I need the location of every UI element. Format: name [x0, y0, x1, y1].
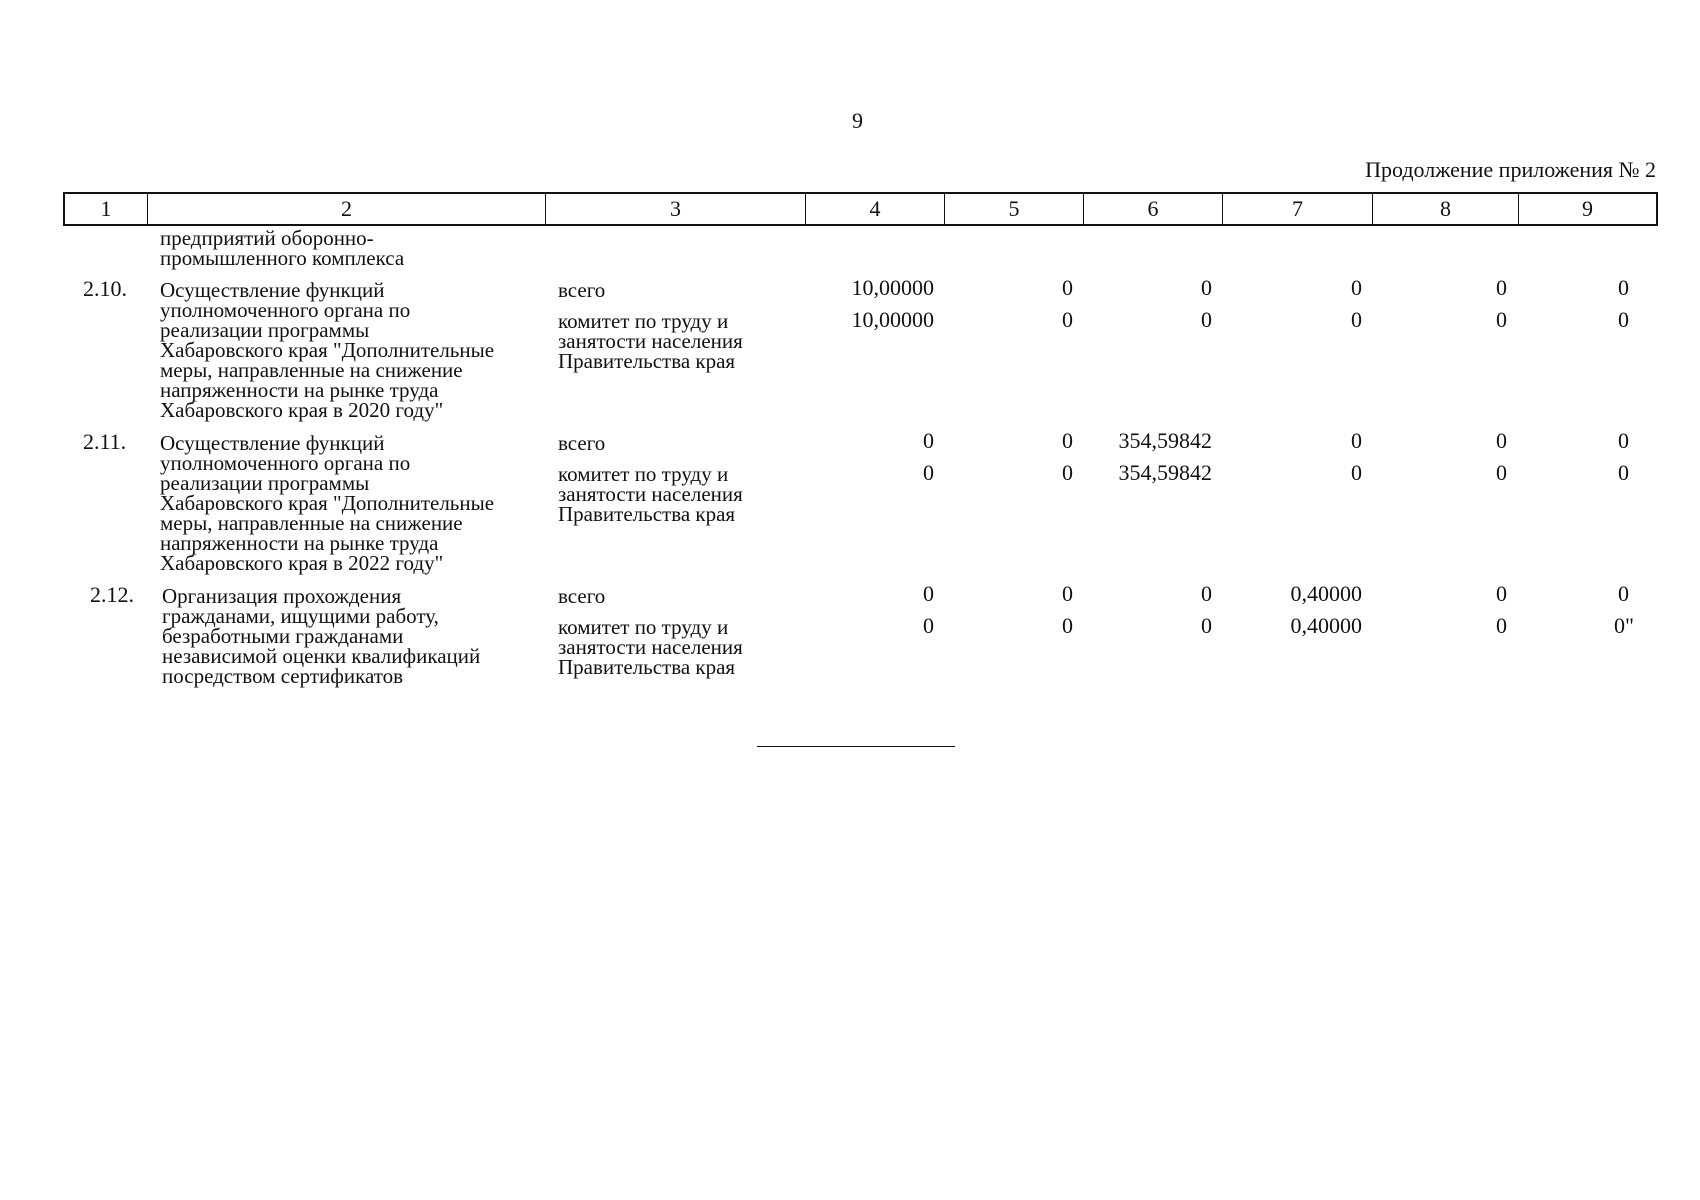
- row-description-line: Хабаровского края "Дополнительные: [160, 491, 495, 515]
- executor-label-line: комитет по труду и: [558, 615, 729, 639]
- row-description-line: Организация прохождения: [162, 584, 402, 608]
- row-description-line: уполномоченного органа по: [160, 298, 411, 322]
- total-value-col-4: 10,00000: [851, 275, 934, 300]
- total-value-col-7: 0: [1351, 428, 1362, 453]
- executor-label-line: Правительства края: [558, 349, 736, 373]
- row-description-line: реализации программы: [160, 318, 370, 342]
- row-description-line: Хабаровского края "Дополнительные: [160, 338, 495, 362]
- total-value-col-8: 0: [1496, 581, 1507, 606]
- total-value-col-8: 0: [1496, 275, 1507, 300]
- header-col-8: 8: [1373, 194, 1519, 224]
- row-description-line: Осуществление функций: [160, 278, 385, 302]
- header-col-4: 4: [806, 194, 945, 224]
- total-value-col-4: 0: [923, 428, 934, 453]
- executor-value-col-6: 0: [1201, 307, 1212, 332]
- page-number: 9: [852, 108, 863, 133]
- executor-label-line: комитет по труду и: [558, 462, 729, 486]
- executor-value-col-9: 0: [1618, 307, 1629, 332]
- executor-value-col-7: 0: [1351, 460, 1362, 485]
- row-description-line: реализации программы: [160, 471, 370, 495]
- header-col-1: 1: [65, 194, 148, 224]
- row-description-line: уполномоченного органа по: [160, 451, 411, 475]
- total-value-col-6: 0: [1201, 275, 1212, 300]
- row-description-line: меры, направленные на снижение: [160, 511, 463, 535]
- header-col-2: 2: [148, 194, 546, 224]
- row-number: 2.12.: [90, 582, 134, 607]
- row-description-line: независимой оценки квалификаций: [162, 644, 481, 668]
- executor-value-col-4: 0: [923, 460, 934, 485]
- executor-value-col-4: 0: [923, 613, 934, 638]
- header-col-3: 3: [546, 194, 806, 224]
- executor-value-col-5: 0: [1062, 613, 1073, 638]
- executor-label-line: занятости населения: [558, 329, 743, 353]
- total-value-col-5: 0: [1062, 581, 1073, 606]
- executor-value-col-4: 10,00000: [851, 307, 934, 332]
- executor-value-col-5: 0: [1062, 460, 1073, 485]
- header-col-6: 6: [1084, 194, 1223, 224]
- continued-text-line: предприятий оборонно-: [160, 226, 374, 250]
- executor-value-col-9: 0": [1614, 613, 1634, 638]
- executor-label-line: Правительства края: [558, 502, 736, 526]
- executor-label-line: Правительства края: [558, 655, 736, 679]
- header-col-9: 9: [1582, 196, 1593, 221]
- row-description-line: Хабаровского края в 2020 году": [160, 398, 444, 422]
- appendix-continuation-note: Продолжение приложения № 2: [1365, 157, 1656, 182]
- executor-value-col-5: 0: [1062, 307, 1073, 332]
- total-value-col-5: 0: [1062, 275, 1073, 300]
- executor-label-line: занятости населения: [558, 482, 743, 506]
- row-description-line: гражданами, ищущими работу,: [162, 604, 439, 628]
- total-value-col-9: 0: [1618, 428, 1629, 453]
- executor-value-col-8: 0: [1496, 460, 1507, 485]
- header-col-5: 5: [945, 194, 1084, 224]
- row-number: 2.11.: [83, 429, 127, 454]
- executor-value-col-8: 0: [1496, 307, 1507, 332]
- executor-value-col-7: 0,40000: [1290, 613, 1362, 638]
- total-value-col-4: 0: [923, 581, 934, 606]
- executor-value-col-9: 0: [1618, 460, 1629, 485]
- executor-value-col-6: 0: [1201, 613, 1212, 638]
- total-label: всего: [558, 584, 606, 608]
- row-description-line: меры, направленные на снижение: [160, 358, 463, 382]
- total-value-col-7: 0,40000: [1290, 581, 1362, 606]
- executor-value-col-7: 0: [1351, 307, 1362, 332]
- total-label: всего: [558, 278, 606, 302]
- continued-text-line: промышленного комплекса: [160, 246, 405, 270]
- total-value-col-7: 0: [1351, 275, 1362, 300]
- total-value-col-6: 354,59842: [1118, 428, 1212, 453]
- total-value-col-5: 0: [1062, 428, 1073, 453]
- total-value-col-9: 0: [1618, 581, 1629, 606]
- total-value-col-8: 0: [1496, 428, 1507, 453]
- executor-label-line: комитет по труду и: [558, 309, 729, 333]
- row-description-line: безработными гражданами: [162, 624, 404, 648]
- row-description-line: посредством сертификатов: [162, 664, 404, 688]
- row-description-line: Осуществление функций: [160, 431, 385, 455]
- row-description-line: напряженности на рынке труда: [160, 531, 439, 555]
- row-description-line: Хабаровского края в 2022 году": [160, 551, 444, 575]
- row-description-line: напряженности на рынке труда: [160, 378, 439, 402]
- row-number: 2.10.: [83, 276, 127, 301]
- executor-value-col-8: 0: [1496, 613, 1507, 638]
- total-value-col-6: 0: [1201, 581, 1212, 606]
- end-of-document-rule: [757, 746, 955, 747]
- executor-value-col-6: 354,59842: [1118, 460, 1212, 485]
- header-col-7: 7: [1223, 194, 1373, 224]
- total-value-col-9: 0: [1618, 275, 1629, 300]
- table-header-row: [63, 192, 1658, 226]
- executor-label-line: занятости населения: [558, 635, 743, 659]
- total-label: всего: [558, 431, 606, 455]
